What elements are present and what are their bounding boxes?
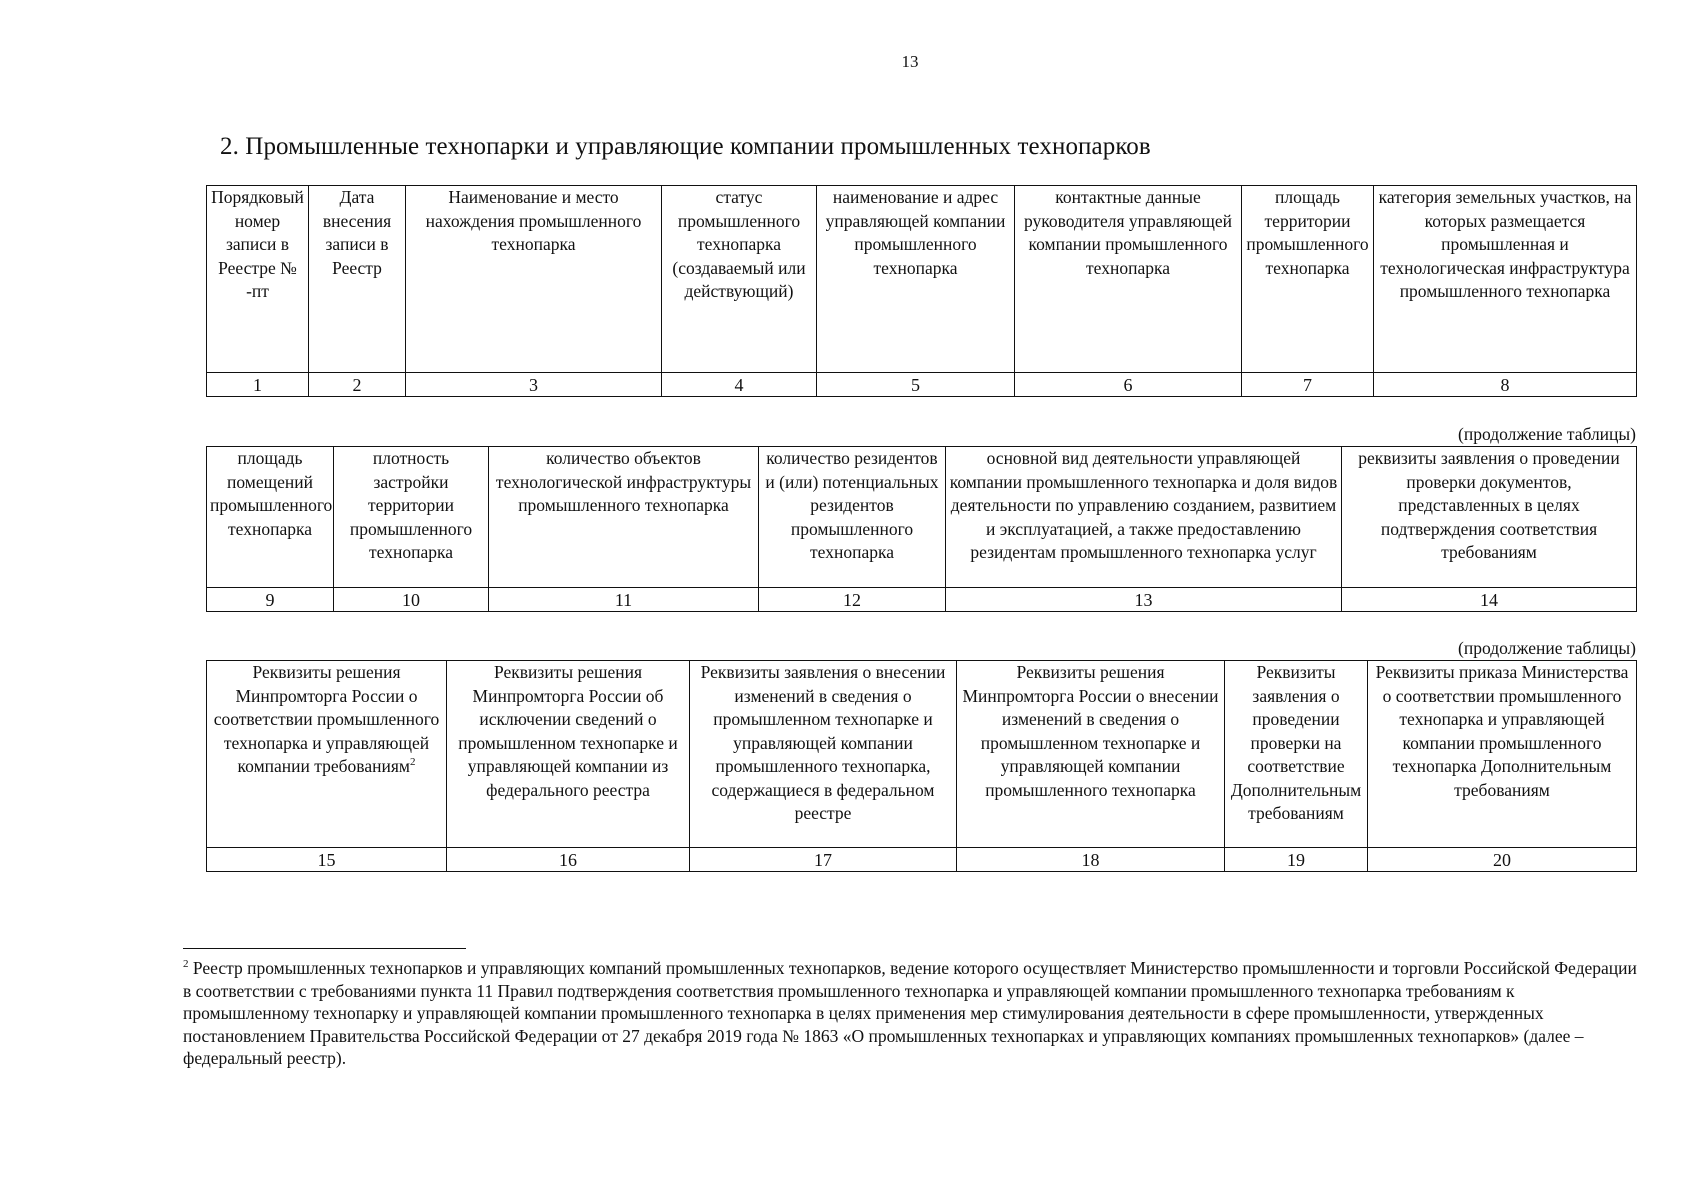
header-cell: Реквизиты решения Минпромторга России об исключении сведений о промышленном технопарке и управляющей компании из федерального реестра — [447, 661, 690, 848]
column-number: 6 — [1015, 373, 1242, 397]
column-number: 11 — [489, 588, 759, 612]
registry-table-part-1 — [206, 185, 1637, 397]
column-number: 7 — [1242, 373, 1374, 397]
column-number: 12 — [759, 588, 946, 612]
continuation-label: (продолжение таблицы) — [1458, 638, 1636, 658]
footnote-reference: 2 — [409, 756, 416, 769]
header-cell: площадь территории промышленного технопарка — [1242, 186, 1374, 373]
column-number: 16 — [447, 848, 690, 872]
column-number-row — [207, 588, 1637, 612]
footnote-separator — [183, 948, 466, 949]
header-cell: Наименование и место нахождения промышленного технопарка — [406, 186, 662, 373]
column-number: 4 — [662, 373, 817, 397]
page-number: 13 — [901, 52, 919, 71]
column-number-row — [207, 373, 1637, 397]
header-cell — [207, 661, 447, 848]
column-number: 1 — [207, 373, 309, 397]
column-number: 9 — [207, 588, 334, 612]
header-cell: статус промышленного технопарка (создаваемый или действующий) — [662, 186, 817, 373]
header-cell: реквизиты заявления о проведении проверки документов, представленных в целях подтверждения соответствия требованиям — [1342, 447, 1637, 588]
column-number: 5 — [817, 373, 1015, 397]
table-header-row — [207, 186, 1637, 373]
footnote — [183, 957, 1643, 1070]
header-cell: Порядковый номер записи в Реестре № -пт — [207, 186, 309, 373]
footnote-mark: 2 — [183, 958, 189, 971]
column-number: 15 — [207, 848, 447, 872]
header-cell: основной вид деятельности управляющей компании промышленного технопарка и доля видов деятельности по управлению созданием, развитием и эксплуатацией, а также предоставлению резидентам промышленного технопарка услуг — [946, 447, 1342, 588]
column-number: 8 — [1374, 373, 1637, 397]
column-number: 10 — [334, 588, 489, 612]
column-number: 14 — [1342, 588, 1637, 612]
column-number: 19 — [1225, 848, 1368, 872]
header-cell: количество резидентов и (или) потенциальных резидентов промышленного технопарка — [759, 447, 946, 588]
header-cell: площадь помещений промышленного технопарка — [207, 447, 334, 588]
footnote-text: Реестр промышленных технопарков и управляющих компаний промышленных технопарков, ведение которого осуществляет Министерство промышленности и торговли Российской Федерации в соответствии с требованиями пункта 11 Правил подтверждения соответствия промышленного технопарка и управляющей компании промышленного технопарка требованиям к промышленному технопарку и управляющей компании промышленного технопарка в целях применения мер стимулирования деятельности в сфере промышленности, утвержденных постановлением Правительства Российской Федерации от 27 декабря 2019 года № 1863 «О промышленных технопарках и управляющих компаниях промышленных технопарков» (далее – федеральный реестр). — [183, 958, 1637, 1068]
header-cell: Реквизиты приказа Министерства о соответствии промышленного технопарка и управляющей компании промышленного технопарка Дополнительным требованиям — [1368, 661, 1637, 848]
column-number: 18 — [957, 848, 1225, 872]
header-cell: плотность застройки территории промышленного технопарка — [334, 447, 489, 588]
header-cell: Дата внесения записи в Реестр — [309, 186, 406, 373]
registry-table-part-2 — [206, 446, 1637, 612]
section-title: 2. Промышленные технопарки и управляющие компании промышленных технопарков — [220, 133, 1151, 160]
column-number: 2 — [309, 373, 406, 397]
header-cell-text: Реквизиты решения Минпромторга России о соответствии промышленного технопарка и управляющей компании требованиям — [213, 662, 440, 776]
column-number: 13 — [946, 588, 1342, 612]
header-cell: Реквизиты заявления о внесении изменений в сведения о промышленном технопарке и управляющей компании промышленного технопарка, содержащиеся в федеральном реестре — [690, 661, 957, 848]
table-header-row — [207, 447, 1637, 588]
continuation-label: (продолжение таблицы) — [1458, 424, 1636, 444]
header-cell: наименование и адрес управляющей компании промышленного технопарка — [817, 186, 1015, 373]
column-number: 3 — [406, 373, 662, 397]
table-header-row — [207, 661, 1637, 848]
header-cell: контактные данные руководителя управляющей компании промышленного технопарка — [1015, 186, 1242, 373]
header-cell: Реквизиты решения Минпромторга России о внесении изменений в сведения о промышленном технопарке и управляющей компании промышленного технопарка — [957, 661, 1225, 848]
column-number: 20 — [1368, 848, 1637, 872]
column-number: 17 — [690, 848, 957, 872]
header-cell: категория земельных участков, на которых размещается промышленная и технологическая инфраструктура промышленного технопарка — [1374, 186, 1637, 373]
column-number-row — [207, 848, 1637, 872]
header-cell: количество объектов технологической инфраструктуры промышленного технопарка — [489, 447, 759, 588]
registry-table-part-3 — [206, 660, 1637, 872]
header-cell: Реквизиты заявления о проведении проверки на соответствие Дополнительным требованиям — [1225, 661, 1368, 848]
